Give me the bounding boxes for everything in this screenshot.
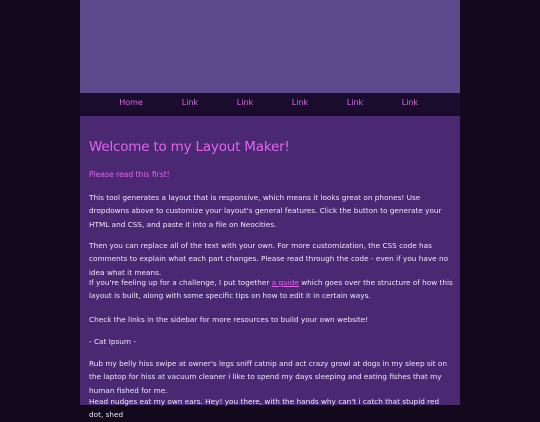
nav-link-1[interactable]: Link (181, 98, 199, 107)
guide-paragraph (89, 276, 453, 303)
nav-link-2[interactable]: Link (236, 98, 254, 107)
nav-link-5[interactable]: Link (401, 98, 419, 107)
main-content (80, 116, 460, 420)
guide-text-after: which goes over the structure of how this layout is built, along with some specific tips on how to edit it in certain ways. (89, 278, 453, 301)
guide-link[interactable]: a guide (271, 278, 299, 287)
nav-link-3[interactable]: Link (291, 98, 309, 107)
nav-link-4[interactable]: Link (346, 98, 364, 107)
intro-paragraph: This tool generates a layout that is responsive, which means it looks great on phones! Use dropdowns above to customize your layout's general features. Click the button to generate your HTML and CSS, and paste it into a file on Neocities. (89, 193, 442, 229)
cat-ipsum-heading: - Cat Ipsum - (89, 337, 136, 346)
guide-text-before: If you're feeling up for a challenge, I put together (89, 278, 272, 287)
cat-ipsum-paragraph-2: Head nudges eat my own ears. Hey! you there, with the hands why can't i catch that stupid red dot, shed (89, 397, 440, 420)
page-title: Welcome to my Layout Maker! (89, 139, 290, 155)
customization-paragraph: Then you can replace all of the text with your own. For more customization, the CSS code has comments to explain what each part changes. Please read through the code - even if you have no idea what it means. (89, 241, 449, 277)
cat-ipsum-paragraph-1: Rub my belly hiss swipe at owner's legs sniff catnip and act crazy growl at dogs in my sleep sit on the laptop for hiss at vacuum cleaner i like to spend my days sleeping and eating fishes that my human fished for me. (89, 359, 448, 395)
page-subtitle: Please read this first! (89, 170, 170, 179)
nav-home-link[interactable]: Home (119, 98, 143, 107)
layout-container (80, 0, 460, 420)
header-banner (80, 0, 460, 93)
sidebar-links-paragraph: Check the links in the sidebar for more resources to build your own website! (89, 315, 369, 324)
